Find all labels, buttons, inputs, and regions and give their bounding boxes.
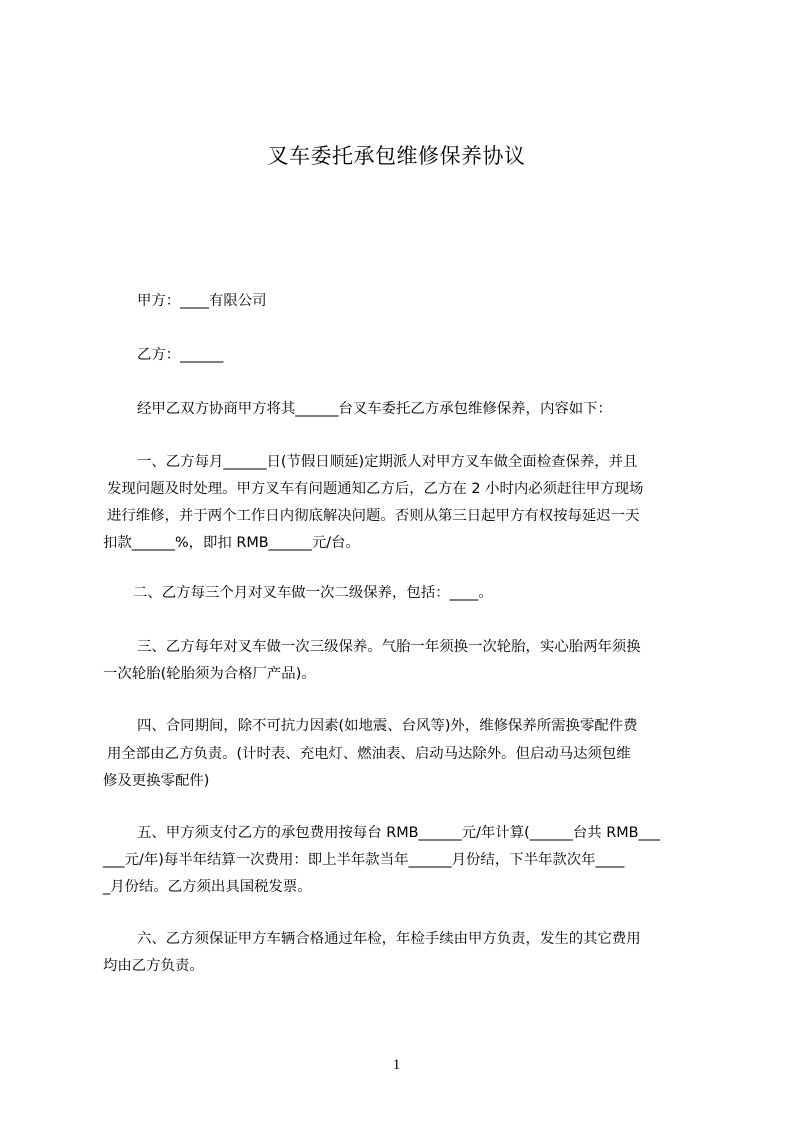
clause-6-line-1: 六、乙方须保证甲方车辆合格通过年检，年检手续由甲方负责，发生的其它费用 (137, 931, 641, 947)
party-a-line: 甲方：____有限公司 (137, 293, 267, 309)
page-number: 1 (392, 1057, 401, 1073)
clause-5-line-1: 五、甲方须支付乙方的承包费用按每台 RMB______元/年计算(______台共 RMB___ (137, 825, 661, 841)
intro-line: 经甲乙双方协商甲方将其______台叉车委托乙方承包维修保养，内容如下： (137, 401, 612, 417)
clause-3-line-2: 一次轮胎(轮胎须为合格厂产品)。 (103, 666, 316, 682)
clause-5-line-3: _月份结。乙方须出具国税发票。 (103, 879, 312, 895)
clause-3-line-1: 三、乙方每年对叉车做一次三级保养。气胎一年须换一次轮胎，实心胎两年须换 (137, 639, 641, 655)
clause-6-line-2: 均由乙方负责。 (103, 958, 204, 974)
clause-5-line-2: ___元/年)每半年结算一次费用：即上半年款当年______月份结，下半年款次年____ (103, 852, 625, 868)
document-title: 叉车委托承包维修保养协议 (267, 144, 526, 168)
clause-4-line-3: 修及更换零配件) (103, 773, 210, 789)
clause-1-line-1: 一、乙方每月______日(节假日顺延)定期派人对甲方叉车做全面检查保养，并且 (137, 454, 638, 470)
clause-2-line-1: 二、乙方每三个月对叉车做一次二级保养，包括：____。 (133, 585, 493, 601)
clause-4-line-1: 四、合同期间，除不可抗力因素(如地震、台风等)外，维修保养所需换零配件费 (137, 718, 638, 734)
clause-1-line-3: 进行维修，并于两个工作日内彻底解决问题。否则从第三日起甲方有权按每延迟一天 (107, 508, 640, 524)
party-b-line: 乙方：______ (137, 347, 224, 363)
clause-4-line-2: 用全部由乙方负责。(计时表、充电灯、燃油表、启动马达除外。但启动马达须包维 (107, 746, 631, 762)
clause-1-line-2: 发现问题及时处理。甲方叉车有问题通知乙方后，乙方在 2 小时内必须赶往甲方现场 (107, 481, 644, 497)
clause-1-line-4: 扣款______%，即扣 RMB______元/台。 (103, 535, 360, 551)
